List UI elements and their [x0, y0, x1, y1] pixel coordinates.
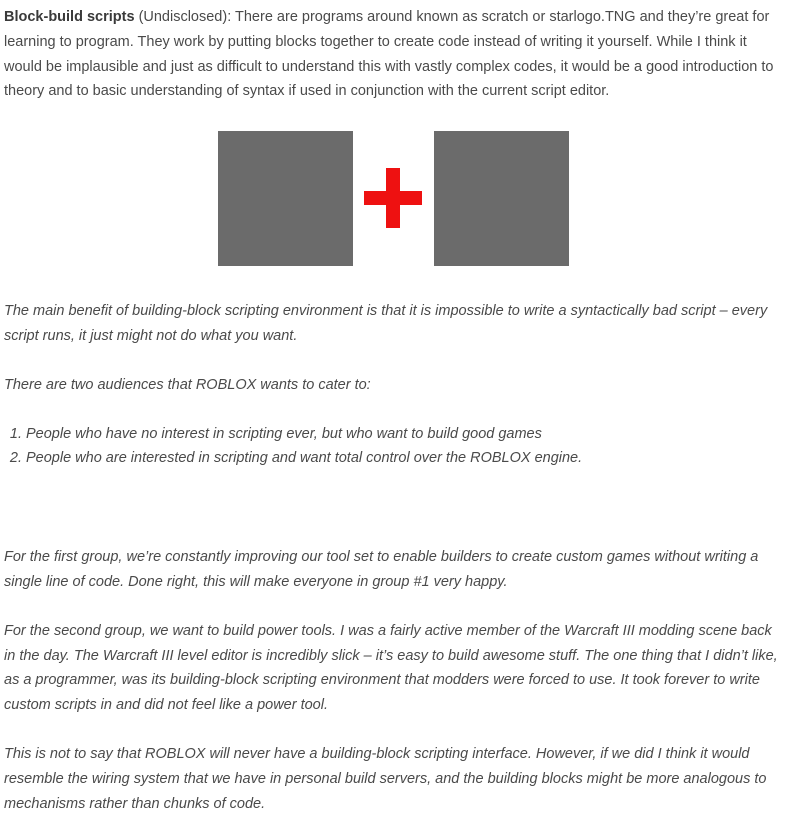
intro-paragraph	[4, 5, 786, 104]
quote-paragraph-1: The main benefit of building-block scripting environment is that it is impossible to write a syntactically bad script – every script runs, it just might not do what you want.	[4, 303, 768, 344]
quote-paragraph-4: For the second group, we want to build power tools. I was a fairly active member of the Warcraft III modding scene back in the day. The Warcraft III level editor is incredibly slick – it’s easy to build awesome stuff. The one thing that I didn’t like, as a programmer, was its building-block scripting environment that modders were forced to use. It took forever to write custom scripts in and did not feel like a power tool.	[4, 622, 778, 714]
intro-heading: Block-build scripts	[4, 9, 135, 25]
post-content	[4, 0, 786, 816]
quote-paragraph-5: This is not to say that ROBLOX will never have a building-block scripting interface. However, if we did I think it would resemble the wiring system that we have in personal build servers, and the building blocks might be more analogous to mechanisms rather than chunks of code.	[4, 745, 767, 812]
audience-list	[4, 422, 786, 472]
quoted-text	[4, 299, 786, 816]
list-item: 1. People who have no interest in scripting ever, but who want to build good games	[26, 422, 786, 447]
list-item: 2. People who are interested in scripting and want total control over the ROBLOX engine.	[26, 446, 786, 471]
plus-icon	[364, 168, 422, 228]
quote-paragraph-2: There are two audiences that ROBLOX wants to cater to:	[4, 376, 371, 393]
quote-paragraph-3: For the first group, we’re constantly improving our tool set to enable builders to create custom games without writing a single line of code. Done right, this will make everyone in group #1 very happy.	[4, 549, 759, 590]
right-block	[434, 131, 569, 266]
block-illustration	[218, 131, 570, 266]
intro-tag: (Undisclosed):	[138, 9, 232, 25]
intro-text: There are programs around known as scratch or starlogo.TNG and they’re great for learning to program. They work by putting blocks together to create code instead of writing it yourself. While I think it would be implausible and just as difficult to understand this with vastly complex codes, it would be a good introduction to theory and to basic understanding of syntax if used in conjunction with the current script editor.	[4, 9, 774, 100]
left-block	[218, 131, 353, 266]
